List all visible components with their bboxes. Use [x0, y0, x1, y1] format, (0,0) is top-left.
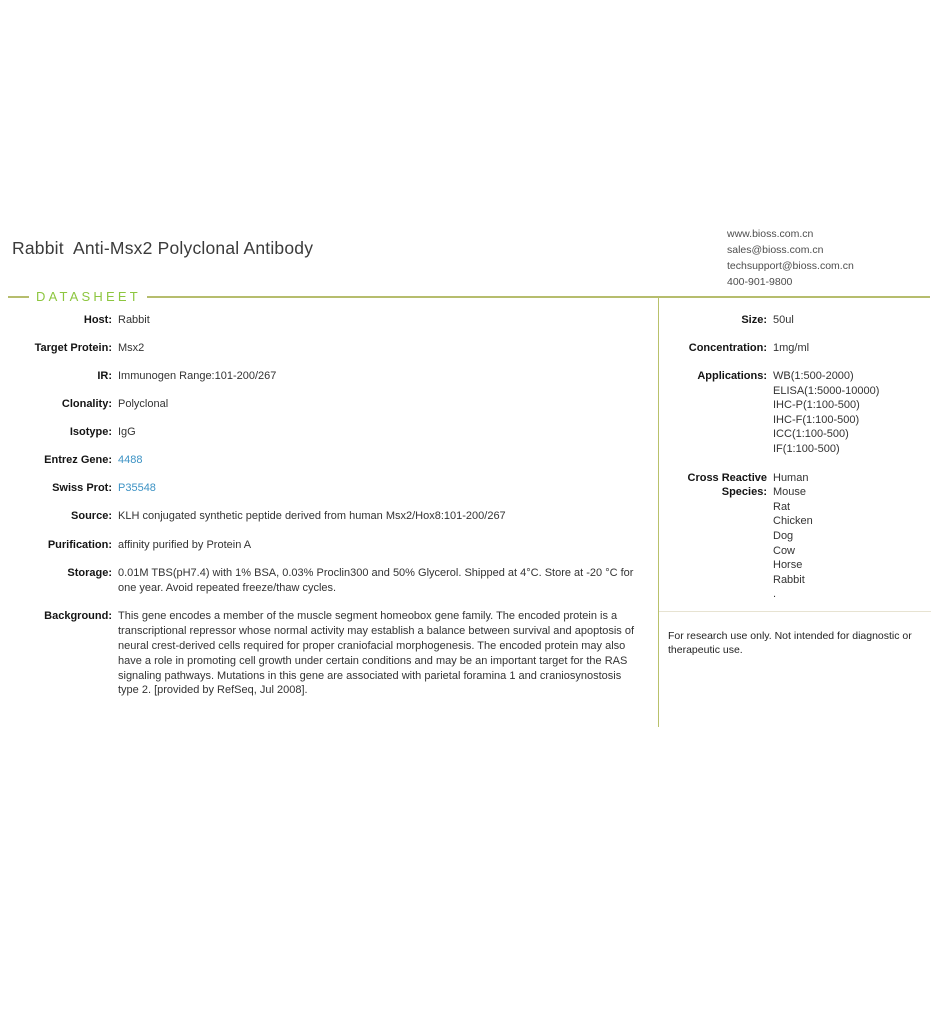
contact-block — [727, 227, 854, 291]
species-item: Rat — [773, 500, 791, 513]
field-label: Background: — [44, 610, 112, 623]
field-label: Storage: — [67, 566, 112, 579]
field-label: Applications: — [697, 370, 767, 382]
field-value: Polyclonal — [118, 398, 169, 410]
left-column — [0, 313, 650, 712]
field-label: Target Protein: — [34, 342, 112, 354]
field-value: Rabbit — [118, 314, 150, 326]
page-title: Rabbit Anti-Msx2 Polyclonal Antibody — [12, 238, 314, 258]
field-label: Clonality: — [61, 398, 112, 410]
datasheet-left-dash — [8, 296, 29, 298]
contact-phone: 400-901-9800 — [727, 275, 793, 288]
field-row-clonality — [0, 397, 650, 411]
application-item: ICC(1:100-500) — [773, 428, 849, 441]
species-item: Cow — [773, 544, 796, 557]
datasheet-rule — [147, 296, 930, 298]
contact-website: www.bioss.com.cn — [727, 228, 814, 240]
application-item: ELISA(1:5000-10000) — [773, 384, 880, 397]
field-row-size — [658, 313, 935, 327]
contact-sales-email: sales@bioss.com.cn — [727, 243, 824, 256]
field-row-applications — [658, 369, 935, 457]
species-item: Dog — [773, 529, 794, 542]
field-label: Size: — [741, 314, 767, 326]
species-item: Rabbit — [773, 573, 805, 586]
field-label: Source: — [71, 510, 112, 522]
field-label: Purification: — [47, 538, 112, 551]
field-value: This gene encodes a member of the muscle segment homeobox gene family. The encoded protein is a transcriptional repressor whose normal activity may establish a balance between survival and apoptosis of neural crest-derived cells required for proper craniofacial morphogenesis. The encoded protein may also have a role in promoting cell growth under certain conditions and may be an important target for the RAS signaling pathways. Mutations in this gene are associated with parietal foramina 1 and craniosynostosis type 2. [provided by RefSeq, Jul 2008]. — [118, 610, 635, 697]
field-row-entrez-gene — [0, 453, 650, 467]
field-row-cross-reactive-species — [658, 471, 935, 602]
application-item: WB(1:500-2000) — [773, 370, 854, 382]
field-value: 50ul — [773, 314, 794, 326]
field-value: 1mg/ml — [773, 342, 810, 354]
field-label: IR: — [97, 370, 112, 382]
cross-reactive-label-line1: Cross Reactive — [687, 471, 767, 484]
applications-list — [773, 369, 935, 457]
field-label: Concentration: — [688, 342, 767, 354]
field-label: Entrez Gene: — [44, 454, 112, 466]
species-item: Chicken — [773, 515, 813, 528]
field-value: KLH conjugated synthetic peptide derived from human Msx2/Hox8:101-200/267 — [118, 510, 506, 522]
field-label: Host: — [83, 314, 112, 326]
field-label: Swiss Prot: — [52, 482, 112, 494]
datasheet-heading: DATASHEET — [36, 289, 141, 304]
field-value: Msx2 — [118, 342, 145, 354]
species-item: . — [773, 588, 777, 601]
right-column — [658, 313, 935, 616]
entrez-gene-link[interactable]: 4488 — [118, 454, 143, 466]
field-row-concentration — [658, 341, 935, 355]
swiss-prot-link[interactable]: P35548 — [118, 482, 156, 494]
field-value: affinity purified by Protein A — [118, 538, 252, 551]
contact-support-email: techsupport@bioss.com.cn — [727, 259, 854, 272]
field-label: Isotype: — [69, 426, 112, 438]
field-row-isotype — [0, 425, 650, 439]
field-label — [658, 471, 767, 602]
application-item: IHC-F(1:100-500) — [773, 413, 860, 426]
field-value: Immunogen Range:101-200/267 — [118, 370, 277, 382]
field-row-swiss-prot — [0, 481, 650, 495]
field-row-source — [0, 509, 650, 524]
field-row-target-protein — [0, 341, 650, 355]
field-row-purification — [0, 538, 650, 552]
field-row-host — [0, 313, 650, 327]
field-row-background — [0, 609, 650, 698]
application-item: IHC-P(1:100-500) — [773, 399, 860, 412]
species-item: Mouse — [773, 486, 807, 499]
field-value: IgG — [118, 426, 136, 438]
disclaimer-note: For research use only. Not intended for diagnostic or therapeutic use. — [668, 630, 912, 656]
application-item: IF(1:100-500) — [773, 442, 840, 455]
datasheet-heading-row — [8, 289, 930, 304]
field-value: 0.01M TBS(pH7.4) with 1% BSA, 0.03% Proclin300 and 50% Glycerol. Shipped at 4°C. Store at -20 °C for one year. Avoid repeated freeze/thaw cycles. — [118, 566, 634, 594]
species-item: Horse — [773, 559, 803, 572]
field-row-storage — [0, 566, 650, 596]
species-list — [773, 471, 935, 602]
species-item: Human — [773, 471, 809, 484]
cross-reactive-label-line2: Species: — [721, 486, 767, 499]
disclaimer-divider — [659, 611, 931, 612]
field-row-ir — [0, 369, 650, 383]
